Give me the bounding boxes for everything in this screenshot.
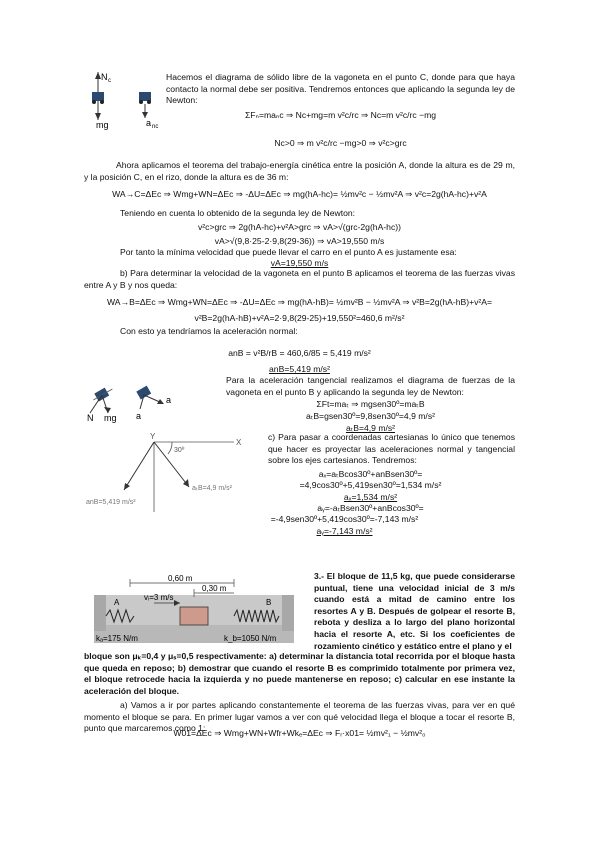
normal-accel-text: Con esto ya tendríamos la aceleración normal: bbox=[120, 326, 298, 336]
dim-half: 0,30 m bbox=[202, 584, 227, 593]
free-body-diagram-c bbox=[84, 68, 164, 130]
eq-vb-squared: v²B=2g(hA-hB)+v²A=2·9,8(29-25)+19,550²=460,6 m²/s² bbox=[194, 313, 405, 323]
part-a-intro: Hacemos el diagrama de sólido libre de la vagoneta en el punto C, donde para que haya contacto la normal debe ser positiva. Tendremos entonces que aplicando la segunda ley de Newton: bbox=[166, 72, 515, 106]
velocity-label: vᵢ=3 m/s bbox=[144, 593, 174, 602]
label-a: a bbox=[146, 118, 152, 128]
label-n: N bbox=[101, 72, 108, 82]
min-velocity-result: vA=19,550 m/s bbox=[270, 258, 329, 268]
label-n-b: N bbox=[87, 413, 94, 423]
eq-newton-c: ΣFₙ=maₙc ⇒ Nc+mg=m v²c/rc ⇒ Nc=m v²c/rc −mg bbox=[244, 110, 437, 120]
axis-y-label: Y bbox=[150, 432, 156, 441]
eq-ax-numeric: =4,9cos30º+5,419sen30º=1,534 m/s² bbox=[299, 480, 442, 490]
spring-block-diagram bbox=[84, 573, 312, 645]
eq-tangential-newton: ΣFt=maₜ ⇒ mgsen30º=maₜB bbox=[316, 399, 425, 409]
problem3-solution-intro: a) Vamos a ir por partes aplicando constantemente el teorema de las fuerzas vivas, para ver en qué momento el bloque se para. En primer lugar vamos a ver con qué velocidad llega el bloque a tocar el resorte B, punto que marcaremos como 1: bbox=[84, 700, 515, 734]
kb-label: k_b=1050 N/m bbox=[224, 634, 277, 643]
dim-total: 0,60 m bbox=[168, 574, 193, 583]
label-mg-b: mg bbox=[104, 413, 117, 423]
spring-b-label: B bbox=[266, 598, 272, 607]
label-an-b: a bbox=[136, 411, 142, 421]
eq-work-a-b: WA→B=ΔEc ⇒ Wmg+WN=ΔEc ⇒ -ΔU=ΔEc ⇒ mg(hA-hB)= ½mv²B − ½mv²A ⇒ v²B=2g(hA-hB)+v²A= bbox=[106, 297, 493, 307]
eq-ay-numeric: =-4,9sen30º+5,419cos30º=-7,143 m/s² bbox=[270, 514, 419, 524]
label-nc-sub: nc bbox=[152, 124, 159, 130]
work-energy-intro: Ahora aplicamos el teorema del trabajo-energía cinética entre la posición A, donde la altura es de 29 m, y la posición C, en el rizo, donde la altura es de 36 m: bbox=[84, 160, 515, 182]
eq-at-b: aₜB=gsen30º=9,8sen30º=4,9 m/s² bbox=[306, 411, 435, 421]
label-c-sub: c bbox=[108, 78, 111, 84]
eq-normal-positive: Nc>0 ⇒ m v²c/rc −mg>0 ⇒ v²c>grc bbox=[274, 138, 407, 148]
ka-label: kₐ=175 N/m bbox=[96, 634, 138, 643]
newton-recall-text: Teniendo en cuenta lo obtenido de la segunda ley de Newton: bbox=[120, 208, 356, 218]
tangential-accel-text: Para la aceleración tangencial realizamos el diagrama de fuerzas de la vagoneta en el punto B y aplicando la segunda ley de Newton: bbox=[226, 375, 515, 397]
angle-label: 30º bbox=[174, 447, 185, 454]
problem3-statement-lead: 3.- El bloque de 11,5 kg, que puede considerarse puntual, tiene una velocidad inicial de 3 m/s cuando está a mitad de camino entre los resortes A y B. Después de golpear el resorte B, rebota y desliza a lo largo del plano horizontal hacia el resorte A, etc. Si los coeficientes de rozamiento cinético y estático entre el plano y el bbox=[314, 571, 515, 651]
at-b-result: aₜB=4,9 m/s² bbox=[345, 423, 396, 433]
label-mg: mg bbox=[96, 120, 109, 130]
ay-result: aᵧ=-7,143 m/s² bbox=[316, 526, 373, 536]
problem3-statement-rest: bloque son μₖ=0,4 y μₛ=0,5 respectivamente: a) determinar la distancia total recorrida por el bloque hasta que queda en reposo; b) demostrar que cuando el resorte B es comprimido totalmente por primera vez, el bloque retrocede hacia la izquierda y no puede mantenerse en reposo; c) calcular en ese instante la aceleración del bloque. bbox=[84, 651, 515, 696]
eq-an-b: anB = v²B/rB = 460,6/85 = 5,419 m/s² bbox=[228, 348, 371, 358]
eq-ax-symbolic: aₓ=aₜBcos30º+anBsen30º= bbox=[318, 469, 423, 479]
part-b-intro: b) Para determinar la velocidad de la vagoneta en el punto B aplicamos el teorema de las fuerzas vivas entre A y B y nos queda: bbox=[84, 268, 515, 290]
axis-x-label: X bbox=[236, 438, 242, 447]
eq-work-0-1: W01=ΔEc ⇒ Wmg+WN+Wfr+Wkₑ=ΔEc ⇒ Fᵣ·x01= ½mv²₁ − ½mv²₀ bbox=[173, 728, 426, 738]
eq-va-numeric: vA>√(9,8·25-2·9,8(29-36)) ⇒ vA>19,550 m/s bbox=[214, 236, 385, 246]
spring-a-label: A bbox=[114, 598, 120, 607]
ax-result: aₓ=1,534 m/s² bbox=[343, 492, 398, 502]
min-velocity-text: Por tanto la mínima velocidad que puede llevar el carro en el punto A es justamente esa: bbox=[120, 247, 457, 257]
label-at-b: a bbox=[166, 395, 172, 405]
part-c-intro: c) Para pasar a coordenadas cartesianas lo único que tenemos que hacer es proyectar las aceleraciones normal y tangencial sobre los ejes cartesianos. Tendremos: bbox=[268, 432, 515, 466]
at-vector-label: aₜB=4,9 m/s² bbox=[192, 485, 232, 492]
an-b-result: anB=5,419 m/s² bbox=[269, 364, 330, 374]
eq-ay-symbolic: aᵧ=-aₜBsen30º+anBcos30º= bbox=[317, 503, 424, 513]
eq-va-condition: v²c>grc ⇒ 2g(hA-hc)+v²A>grc ⇒ vA>√(grc-2g(hA-hc)) bbox=[198, 222, 401, 232]
eq-work-a-c: WA→C=ΔEc ⇒ Wmg+WN=ΔEc ⇒ -ΔU=ΔEc ⇒ mg(hA-hc)= ½mv²c − ½mv²A ⇒ v²c=2g(hA-hc)+v²A bbox=[112, 189, 487, 199]
an-vector-label: anB=5,419 m/s² bbox=[86, 499, 136, 506]
free-body-diagram-b bbox=[84, 373, 194, 423]
